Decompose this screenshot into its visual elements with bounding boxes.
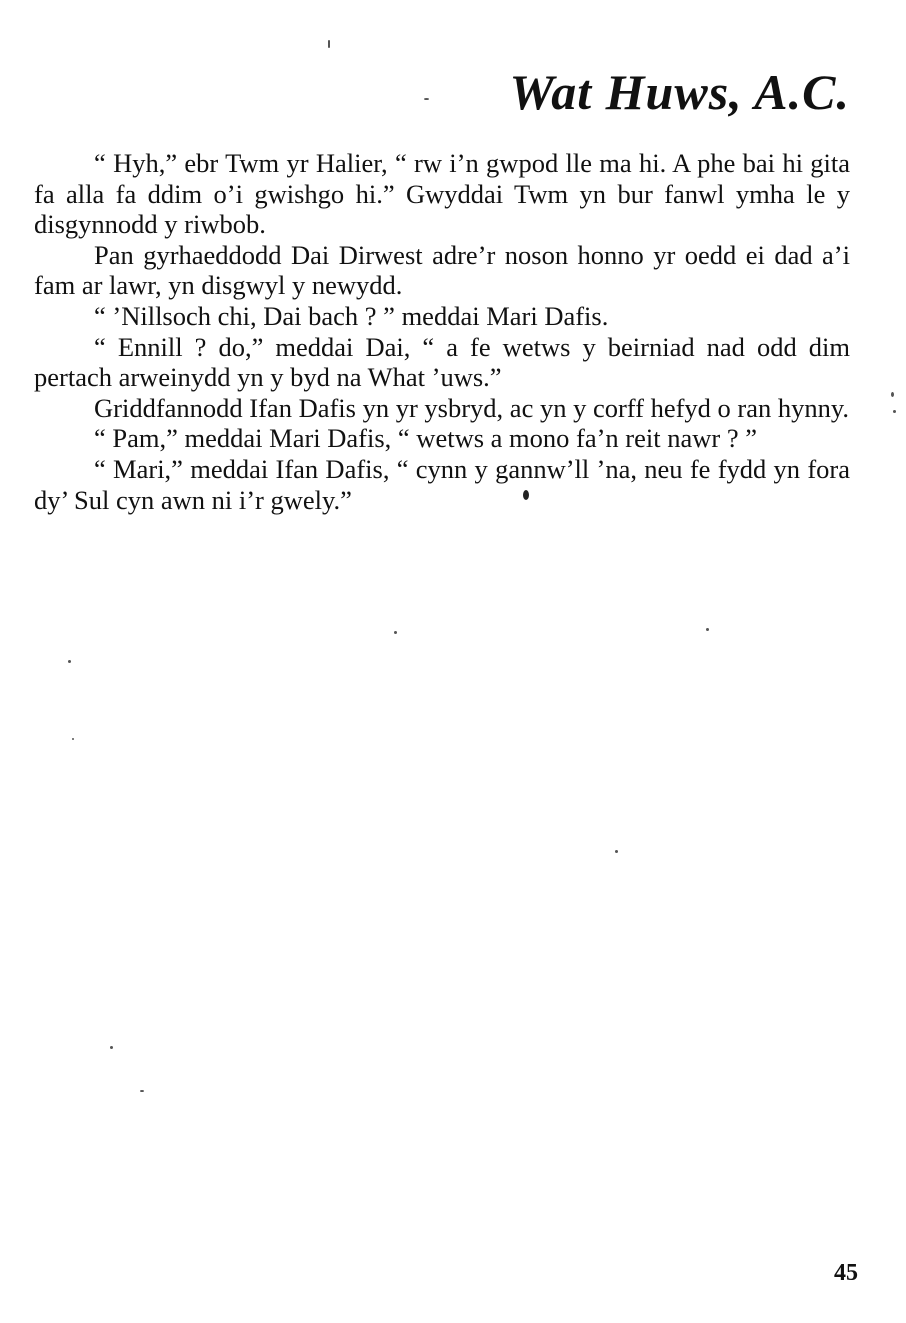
scan-speck: [891, 392, 894, 397]
scan-speck: [424, 98, 429, 100]
scan-speck: [68, 660, 71, 663]
paragraph: “ Mari,” meddai Ifan Dafis, “ cynn y gannw’ll ’na, neu fe fydd yn fora dy’ Sul cyn awn ni i’r gwely.”: [34, 453, 850, 515]
scan-speck: [523, 490, 529, 500]
scan-speck: [615, 850, 618, 853]
scan-speck: [394, 631, 397, 634]
paragraph: “ Hyh,” ebr Twm yr Halier, “ rw i’n gwpod lle ma hi. A phe bai hi gita fa alla fa ddim o’i gwishgo hi.” Gwyddai Twm yn bur fanwl ymha le y disgynnodd y riwbob.: [34, 148, 850, 240]
running-title: Wat Huws, A.C.: [509, 64, 850, 120]
scan-speck: [110, 1046, 113, 1049]
scan-speck: [72, 738, 74, 740]
scan-speck: [893, 410, 896, 413]
paragraph: “ ’Nillsoch chi, Dai bach ? ” meddai Mari Dafis.: [94, 300, 609, 331]
paragraph: Griddfannodd Ifan Dafis yn yr ysbryd, ac yn y corff hefyd o ran hynny.: [94, 392, 850, 423]
scan-speck: [328, 40, 330, 48]
scan-speck: [706, 628, 709, 631]
paragraph: “ Ennill ? do,” meddai Dai, “ a fe wetws y beirniad nad odd dim pertach arweinydd yn y byd na What ’uws.”: [34, 331, 850, 393]
paragraph: Pan gyrhaeddodd Dai Dirwest adre’r noson honno yr oedd ei dad a’i fam ar lawr, yn disgwyl y newydd.: [34, 239, 850, 301]
page-number: 45: [834, 1260, 858, 1286]
paragraph: “ Pam,” meddai Mari Dafis, “ wetws a mono fa’n reit nawr ? ”: [94, 423, 757, 454]
body-text: [34, 148, 850, 515]
scan-speck: [140, 1090, 144, 1092]
